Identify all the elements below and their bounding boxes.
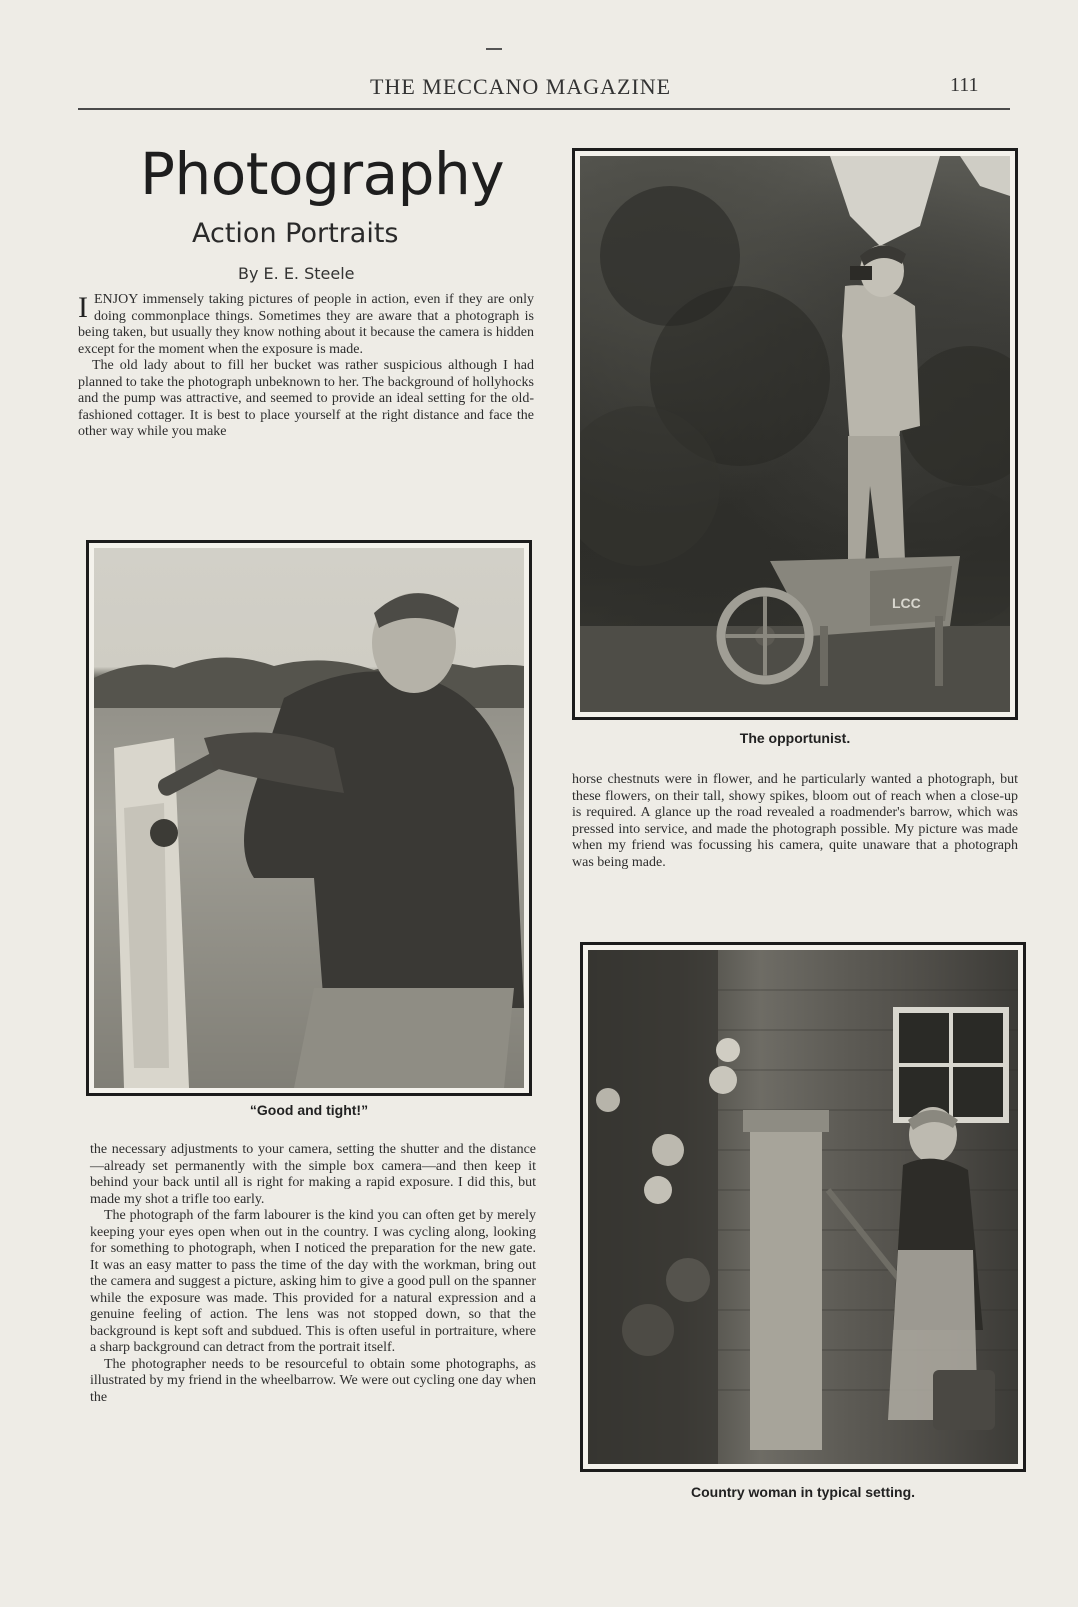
header-rule bbox=[78, 108, 1010, 110]
country-woman-photo bbox=[580, 942, 1026, 1472]
lower-paragraph-2: The photograph of the farm labourer is the kind you can often get by merely keeping your eyes open when out in the country. I was cycling along, looking for something to photograph, when I noticed the preparation for the new gate. It was an easy matter to pass the time of the day with the workman, bring out the camera and suggest a picture, asking him to give a good pull on the spanner while the exposure was made. This provided for a natural expression and a genuine feeling of action. The lens was not stopped down, so that the background is kept soft and subdued. This is often useful in portraiture, where a sharp background can detract from the portrait itself. bbox=[90, 1208, 536, 1355]
opportunist-photo bbox=[572, 148, 1018, 720]
page-number: 111 bbox=[950, 74, 979, 96]
intro-paragraph-1-text: ENJOY immensely taking pictures of people in action, even if they are only doing commonplace things. Sometimes they are aware that a photograph is being taken, but usually they know nothing about it because the camera is hidden except for the moment when the exposure is made. bbox=[78, 292, 534, 357]
barrow-lettering: LCC bbox=[892, 595, 921, 611]
byline: By E. E. Steele bbox=[238, 264, 355, 283]
country-woman-photo-image bbox=[588, 950, 1018, 1464]
labourer-photo bbox=[86, 540, 532, 1096]
labourer-caption: “Good and tight!” bbox=[249, 1102, 369, 1118]
opportunist-photo-image bbox=[580, 156, 1010, 712]
magazine-title: THE MECCANO MAGAZINE bbox=[370, 74, 672, 99]
country-woman-caption: Country woman in typical setting. bbox=[690, 1484, 916, 1500]
lower-left-text bbox=[90, 1142, 536, 1406]
drop-cap: I bbox=[78, 291, 88, 324]
country-woman-photo-illustration bbox=[588, 950, 1018, 1464]
lower-paragraph-3: The photographer needs to be resourceful to obtain some photographs, as illustrated by my friend in the wheelbarrow. We were out cycling one day when the bbox=[90, 1356, 536, 1405]
opportunist-caption: The opportunist. bbox=[739, 730, 851, 746]
article-title: Photography bbox=[140, 140, 505, 208]
intro-text bbox=[78, 292, 534, 441]
header-dash bbox=[486, 48, 502, 50]
right-paragraph: horse chestnuts were in flower, and he particularly wanted a photograph, but these flowers, on their tall, showy spikes, bloom out of reach when a close-up is required. A glance up the road revealed a roadmender's barrow, which was pressed into service, and made the photograph possible. My picture was made when my friend was focussing his camera, quite unaware that a photograph was being made. bbox=[572, 772, 1018, 870]
opportunist-photo-illustration bbox=[580, 156, 1010, 712]
right-text bbox=[572, 772, 1018, 871]
article-subtitle: Action Portraits bbox=[192, 218, 399, 249]
labourer-photo-image bbox=[94, 548, 524, 1088]
lower-paragraph-1: the necessary adjustments to your camera, setting the shutter and the distance—already set permanently with the simple box camera—and then keep it behind your back until all is right for making a rapid exposure. I did this, but made my shot a trifle too early. bbox=[90, 1142, 536, 1207]
labourer-photo-illustration bbox=[94, 548, 524, 1088]
intro-paragraph-1 bbox=[78, 292, 534, 358]
intro-paragraph-2: The old lady about to fill her bucket was rather suspicious although I had planned to take the photograph unbeknown to her. The background of hollyhocks and the pump was attractive, and seemed to provide an ideal setting for the old-fashioned cottager. It is best to place yourself at the right distance and face the other way while you make bbox=[78, 358, 534, 439]
